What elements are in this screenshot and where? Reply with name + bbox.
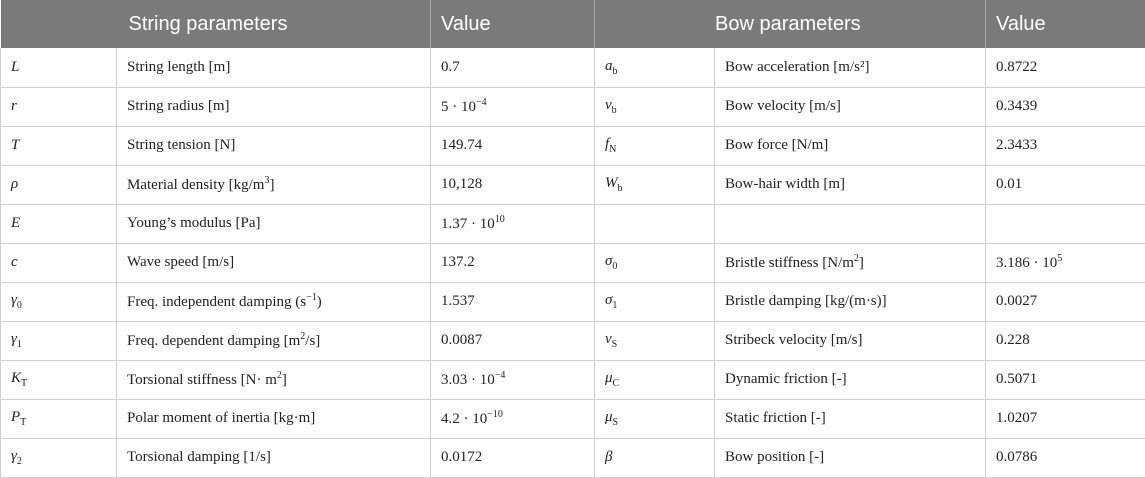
bow-value [986,48,1145,87]
string-description [117,87,431,126]
string-description-text: Young’s modulus [Pa] [127,215,261,231]
header-string-parameters: String parameters [1,0,431,48]
bow-symbol [595,48,715,87]
bow-description-text: Static friction [-] [725,410,826,426]
bow-value [986,87,1145,126]
bow-symbol [595,282,715,321]
bow-symbol-sub: 0 [612,261,617,272]
string-value-text: 3.03 · 10 [441,372,495,388]
string-description-sup: 3 [264,175,269,186]
string-description [117,126,431,165]
bow-value-text: 1.0207 [996,410,1037,426]
string-description [117,399,431,438]
bow-symbol [595,165,715,204]
bow-value-sup: 5 [1057,253,1062,264]
string-value [431,87,595,126]
bow-symbol-sub: b [612,105,617,116]
string-description-text: Torsional stiffness [N· m [127,372,277,388]
string-symbol-sub: T [20,417,26,428]
bow-symbol-text: σ [605,253,612,269]
bow-description-text: Bow force [N/m] [725,137,828,153]
bow-symbol-text: v [605,97,612,113]
header-row [1,0,1145,48]
string-symbol-sub: 1 [17,339,22,350]
string-symbol [1,126,117,165]
string-symbol [1,204,117,243]
bow-symbol [595,243,715,282]
bow-symbol [595,438,715,477]
string-symbol [1,282,117,321]
bow-symbol-sub: C [613,378,620,389]
bow-symbol [595,360,715,399]
bow-symbol-sub: S [612,339,618,350]
string-symbol [1,243,117,282]
string-symbol-text: E [11,215,20,231]
string-value [431,126,595,165]
bow-description-text: Stribeck velocity [m/s] [725,332,862,348]
string-value-sup: −4 [476,97,487,108]
bow-description [715,126,986,165]
string-description [117,243,431,282]
bow-value [986,204,1145,243]
string-description-text: String radius [m] [127,98,230,114]
table-header [1,0,1145,48]
bow-description [715,438,986,477]
bow-value [986,360,1145,399]
string-symbol [1,165,117,204]
bow-description-text: Bow acceleration [m/s²] [725,59,869,75]
string-value [431,399,595,438]
table-row [1,165,1145,204]
bow-value [986,321,1145,360]
bow-symbol [595,126,715,165]
string-description-sup: 2 [300,331,305,342]
table-row [1,87,1145,126]
string-description-text: Wave speed [m/s] [127,254,234,270]
string-description [117,282,431,321]
string-description-text: /s] [305,333,320,349]
string-value-text: 10,128 [441,176,482,192]
string-value-text: 137.2 [441,254,475,270]
table-row [1,243,1145,282]
bow-description [715,360,986,399]
string-description-sup: 2 [277,370,282,381]
string-value-text: 4.2 · 10 [441,411,487,427]
string-description-text: Polar moment of inertia [kg·m] [127,410,315,426]
string-symbol-text: T [11,137,19,153]
string-symbol-text: c [11,254,18,270]
string-value-text: 0.0172 [441,449,482,465]
table-row [1,282,1145,321]
bow-symbol [595,399,715,438]
bow-symbol-text: v [605,331,612,347]
bow-description [715,243,986,282]
bow-value-text: 0.0786 [996,449,1037,465]
string-description [117,165,431,204]
string-value-text: 0.7 [441,59,460,75]
string-description [117,321,431,360]
header-bow-parameters: Bow parameters [595,0,986,48]
bow-description-text: ] [859,255,864,271]
bow-description [715,48,986,87]
bow-symbol-text: μ [605,409,613,425]
table-row [1,48,1145,87]
bow-symbol [595,204,715,243]
string-description [117,204,431,243]
table-row [1,321,1145,360]
bow-description [715,87,986,126]
string-value [431,360,595,399]
bow-value-text: 0.3439 [996,98,1037,114]
table-row [1,438,1145,477]
bow-symbol [595,87,715,126]
bow-description-sup: 2 [854,253,859,264]
bow-description-text: Bow position [-] [725,449,824,465]
string-value-text: 149.74 [441,137,482,153]
bow-value [986,282,1145,321]
string-description-text: String tension [N] [127,137,235,153]
bow-description [715,282,986,321]
bow-value [986,438,1145,477]
bow-description-text: Bow velocity [m/s] [725,98,841,114]
bow-symbol [595,321,715,360]
string-value-sup: −10 [487,409,503,420]
bow-description [715,204,986,243]
string-value-sup: 10 [495,214,505,225]
bow-value-text: 0.228 [996,332,1030,348]
string-symbol-text: P [11,409,20,425]
bow-description [715,399,986,438]
string-symbol-text: γ [11,292,17,308]
string-value [431,165,595,204]
table-row [1,360,1145,399]
string-symbol [1,87,117,126]
string-value [431,48,595,87]
string-symbol-sub: 2 [17,456,22,467]
string-symbol-sub: 0 [17,300,22,311]
bow-value [986,399,1145,438]
string-value-sup: −4 [495,370,506,381]
string-description-text: Freq. independent damping (s [127,294,306,310]
string-description-text: Material density [kg/m [127,177,264,193]
string-value [431,243,595,282]
bow-description-text: Bristle stiffness [N/m [725,255,854,271]
string-symbol-text: L [11,59,19,75]
bow-symbol-text: W [605,175,618,191]
bow-description-text: Bow-hair width [m] [725,176,845,192]
string-symbol-sub: T [21,378,27,389]
string-value-text: 1.537 [441,293,475,309]
string-symbol [1,321,117,360]
bow-description-text: Bristle damping [kg/(m·s)] [725,293,887,309]
bow-description-text: Dynamic friction [-] [725,371,847,387]
table-row [1,204,1145,243]
bow-symbol-text: f [605,136,609,152]
string-description-text: Torsional damping [1/s] [127,449,271,465]
string-value [431,204,595,243]
bow-symbol-text: μ [605,370,613,386]
bow-symbol-sub: S [613,417,619,428]
string-value-text: 1.37 · 10 [441,216,495,232]
string-description-sup: −1 [306,292,317,303]
string-symbol [1,48,117,87]
string-symbol-text: r [11,98,17,114]
string-value-text: 0.0087 [441,332,482,348]
string-description-text: String length [m] [127,59,230,75]
bow-value-text: 0.5071 [996,371,1037,387]
string-value [431,282,595,321]
string-value [431,438,595,477]
string-description-text: ] [282,372,287,388]
bow-description [715,165,986,204]
string-symbol [1,360,117,399]
bow-symbol-sub: b [613,66,618,77]
table-body [1,48,1145,477]
bow-value-text: 0.8722 [996,59,1037,75]
table-row [1,126,1145,165]
bow-value [986,126,1145,165]
string-value-text: 5 · 10 [441,99,476,115]
header-value-bow: Value [986,0,1145,48]
string-description-text: Freq. dependent damping [m [127,333,300,349]
string-symbol-text: γ [11,448,17,464]
bow-value-text: 3.186 · 10 [996,255,1057,271]
bow-symbol-sub: b [618,183,623,194]
bow-description [715,321,986,360]
bow-value-text: 0.01 [996,176,1022,192]
bow-value [986,243,1145,282]
string-symbol [1,399,117,438]
header-value-string: Value [431,0,595,48]
bow-symbol-text: a [605,58,613,74]
string-symbol-text: γ [11,331,17,347]
string-symbol [1,438,117,477]
string-description-text: ) [317,294,322,310]
bow-symbol-text: σ [605,292,612,308]
string-description [117,48,431,87]
bow-value-text: 0.0027 [996,293,1037,309]
bow-value-text: 2.3433 [996,137,1037,153]
string-value [431,321,595,360]
string-description [117,360,431,399]
string-symbol-text: K [11,370,21,386]
bow-symbol-sub: 1 [612,300,617,311]
string-symbol-text: ρ [11,176,18,192]
table-row [1,399,1145,438]
bow-value [986,165,1145,204]
string-description [117,438,431,477]
bow-symbol-sub: N [609,144,616,155]
bow-symbol-text: β [605,449,612,465]
string-description-text: ] [269,177,274,193]
